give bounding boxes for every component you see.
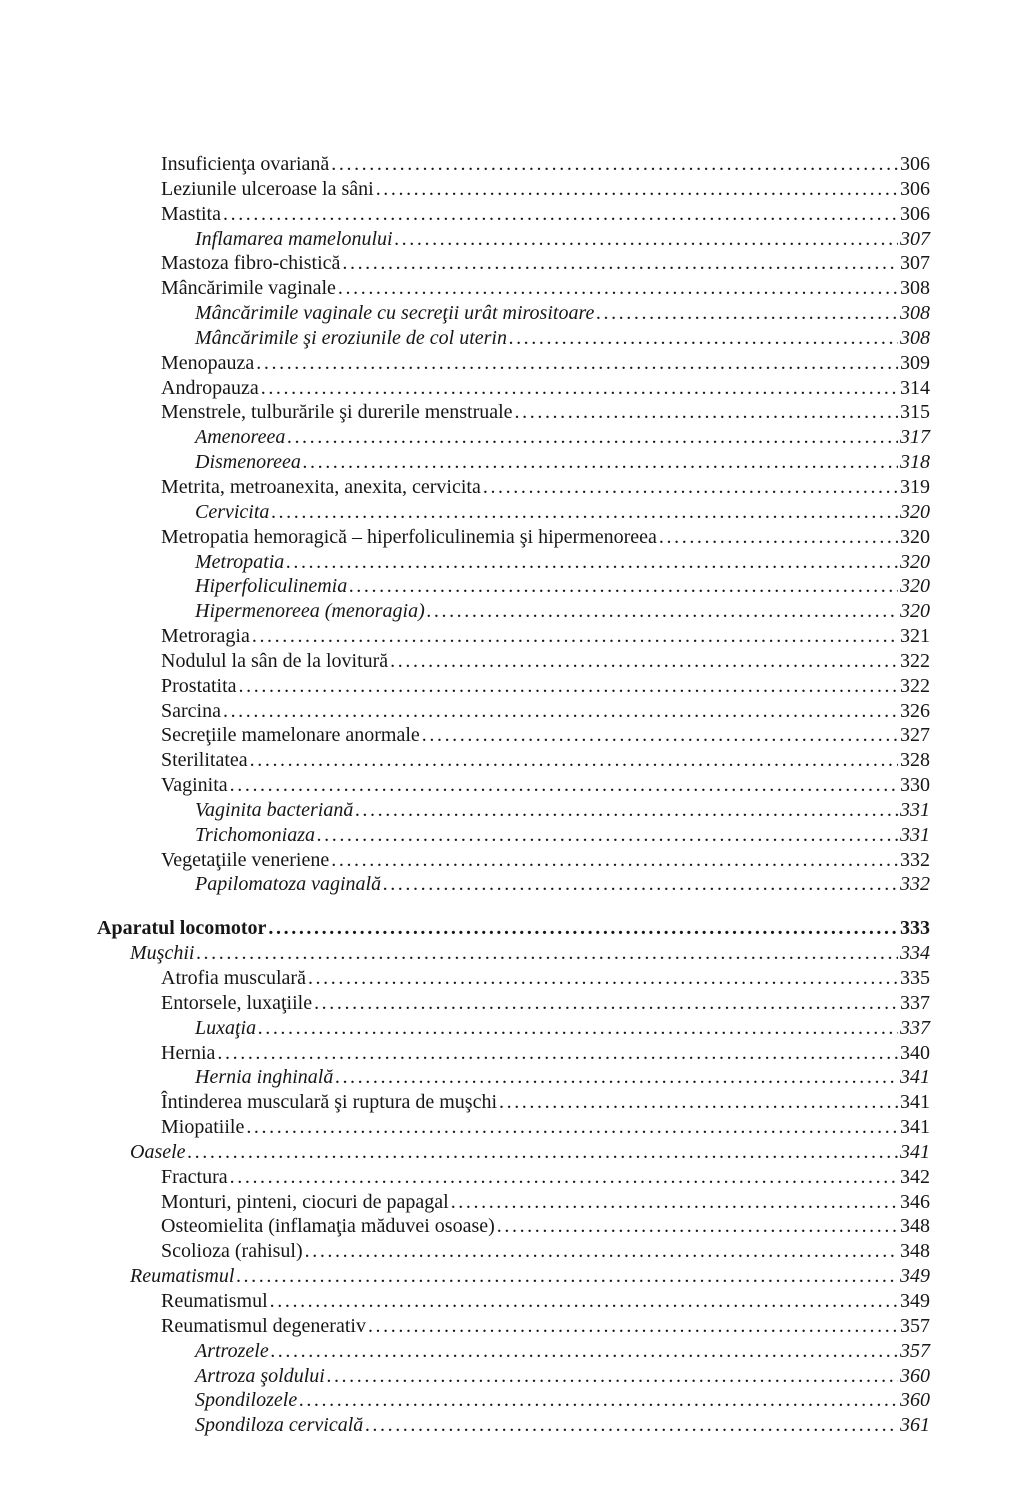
toc-row <box>97 326 930 351</box>
toc-row <box>97 848 930 873</box>
toc-entry-page: 334 <box>900 942 930 965</box>
toc-row <box>97 872 930 897</box>
toc-entry-label: Menstrele, tulburările şi durerile menstruale <box>161 401 513 424</box>
toc-row <box>97 550 930 575</box>
dot-leader <box>287 425 898 450</box>
dot-leader <box>509 326 898 351</box>
dot-leader <box>659 525 898 550</box>
toc-entry-label: Metrita, metroanexita, anexita, cervicita <box>161 475 481 498</box>
toc-entry-page: 315 <box>900 401 930 424</box>
toc-entry-page: 340 <box>900 1041 930 1064</box>
toc-row <box>97 227 930 252</box>
dot-leader <box>250 748 898 773</box>
toc-row <box>97 1388 930 1413</box>
toc-row <box>97 1214 930 1239</box>
toc-row <box>97 748 930 773</box>
toc-row <box>97 624 930 649</box>
dot-leader <box>256 351 898 376</box>
toc-entry-page: 319 <box>900 475 930 498</box>
toc-entry-label: Oasele <box>130 1140 186 1163</box>
toc-entry-page: 322 <box>900 674 930 697</box>
toc-entry-page: 331 <box>900 823 930 846</box>
dot-leader <box>308 966 898 991</box>
toc-row <box>97 1314 930 1339</box>
toc-row <box>97 798 930 823</box>
toc-entry-page: 341 <box>900 1116 930 1139</box>
toc-entry-label: Vaginita bacteriană <box>195 798 354 821</box>
toc-row <box>97 599 930 624</box>
toc-entry-page: 307 <box>900 252 930 275</box>
dot-leader <box>390 649 898 674</box>
toc-entry-page: 333 <box>900 917 930 940</box>
toc-row <box>97 674 930 699</box>
toc-entry-label: Vegetaţiile veneriene <box>161 848 330 871</box>
dot-leader <box>223 202 898 227</box>
toc-entry-label: Inflamarea mamelonului <box>195 227 393 250</box>
toc-entry-label: Andropauza <box>161 376 259 399</box>
toc-entry-page: 342 <box>900 1165 930 1188</box>
toc-entry-page: 320 <box>900 550 930 573</box>
dot-leader <box>515 400 898 425</box>
toc-row <box>97 1065 930 1090</box>
toc-entry-label: Reumatismul <box>130 1265 235 1288</box>
toc-entry-page: 309 <box>900 351 930 374</box>
toc-row <box>97 400 930 425</box>
toc-entry-page: 335 <box>900 967 930 989</box>
toc-entry-page: 317 <box>900 426 930 449</box>
toc-row <box>97 941 930 966</box>
toc-entry-label: Spondiloza cervicală <box>195 1414 364 1437</box>
toc-entry-page: 348 <box>900 1215 930 1238</box>
dot-leader <box>355 798 898 823</box>
dot-leader <box>483 475 898 500</box>
toc-entry-page: 341 <box>900 1140 930 1163</box>
dot-leader <box>299 1388 898 1413</box>
toc-entry-page: 337 <box>900 1016 930 1039</box>
toc-entry-label: Mâncărimile vaginale <box>161 277 336 300</box>
toc-entry-page: 308 <box>900 277 930 300</box>
toc-entry-page: 321 <box>900 625 930 648</box>
dot-leader <box>252 624 898 649</box>
toc-entry-label: Fractura <box>161 1165 228 1188</box>
toc-entry-label: Metroragia <box>161 625 250 648</box>
toc-entry-page: 331 <box>900 798 930 821</box>
dot-leader <box>230 773 898 798</box>
toc-entry-page: 337 <box>900 991 930 1014</box>
toc-entry-page: 314 <box>900 376 930 399</box>
dot-leader <box>327 1364 898 1389</box>
toc-entry-label: Luxaţia <box>195 1016 257 1039</box>
toc-entry-label: Spondilozele <box>195 1389 298 1412</box>
toc-entry-label: Sterilitatea <box>161 749 248 772</box>
dot-leader <box>239 674 898 699</box>
toc-entry-label: Artroza şoldului <box>195 1364 325 1387</box>
toc-entry-page: 306 <box>900 202 930 225</box>
toc-row <box>97 450 930 475</box>
toc-row <box>97 152 930 177</box>
toc-entry-page: 306 <box>900 177 930 200</box>
toc-list <box>97 152 930 1438</box>
toc-entry-label: Mâncărimile vaginale cu secreţii urât mirositoare <box>195 302 595 325</box>
dot-leader <box>286 550 898 575</box>
dot-leader <box>230 1165 898 1190</box>
dot-leader <box>395 227 898 252</box>
toc-entry-page: 349 <box>900 1289 930 1312</box>
toc-entry-label: Metropatia <box>195 550 285 573</box>
toc-entry-label: Sarcina <box>161 699 221 722</box>
toc-row <box>97 991 930 1016</box>
dot-leader <box>223 699 898 724</box>
dot-leader <box>376 177 898 202</box>
toc-entry-label: Întinderea musculară şi ruptura de muşchi <box>161 1091 497 1114</box>
toc-entry-label: Cervicita <box>195 500 270 523</box>
toc-entry-label: Osteomielita (inflamaţia măduvei osoase) <box>161 1215 495 1238</box>
toc-entry-page: 361 <box>900 1414 930 1437</box>
toc-row <box>97 823 930 848</box>
toc-row <box>97 1165 930 1190</box>
dot-leader <box>188 1140 898 1165</box>
toc-row <box>97 1364 930 1389</box>
toc-entry-page: 349 <box>900 1265 930 1288</box>
dot-leader <box>596 301 898 326</box>
toc-entry-label: Hernia inghinală <box>195 1066 334 1089</box>
toc-row <box>97 1289 930 1314</box>
toc-row <box>97 1190 930 1215</box>
toc-entry-label: Muşchii <box>130 942 195 965</box>
toc-entry-page: 341 <box>900 1091 930 1114</box>
dot-leader <box>338 276 898 301</box>
toc-entry-label: Reumatismul degenerativ <box>161 1314 366 1337</box>
toc-entry-page: 320 <box>900 575 930 598</box>
toc-row <box>97 966 930 991</box>
toc-row <box>97 723 930 748</box>
dot-leader <box>422 723 898 748</box>
toc-entry-label: Miopatiile <box>161 1116 245 1139</box>
toc-entry-label: Monturi, pinteni, ciocuri de papagal <box>161 1190 449 1213</box>
toc-entry-page: 360 <box>900 1389 930 1412</box>
toc-row <box>97 1239 930 1264</box>
toc-row <box>97 475 930 500</box>
toc-entry-label: Metropatia hemoragică – hiperfoliculinemia şi hipermenoreea <box>161 525 657 548</box>
toc-entry-label: Papilomatoza vaginală <box>195 873 382 896</box>
toc-entry-label: Amenoreea <box>195 426 286 449</box>
dot-leader <box>236 1264 898 1289</box>
dot-leader <box>497 1214 898 1239</box>
toc-entry-label: Prostatita <box>161 674 237 697</box>
toc-entry-page: 330 <box>900 774 930 797</box>
toc-entry-label: Mastita <box>161 202 221 225</box>
toc-row <box>97 177 930 202</box>
toc-entry-page: 307 <box>900 227 930 250</box>
toc-entry-label: Hiperfoliculinemia <box>195 575 348 598</box>
dot-leader <box>314 991 898 1016</box>
dot-leader <box>349 574 898 599</box>
dot-leader <box>305 1239 898 1264</box>
dot-leader <box>342 251 898 276</box>
toc-entry-label: Vaginita <box>161 774 228 797</box>
toc-row <box>97 699 930 724</box>
toc-entry-page: 346 <box>900 1190 930 1213</box>
toc-row <box>97 1413 930 1438</box>
dot-leader <box>331 152 898 177</box>
toc-entry-label: Artrozele <box>195 1339 269 1362</box>
toc-entry-label: Entorsele, luxaţiile <box>161 991 313 1014</box>
dot-leader <box>261 376 898 401</box>
toc-entry-label: Hernia <box>161 1041 216 1064</box>
toc-entry-label: Trichomoniaza <box>195 823 316 846</box>
toc-entry-label: Dismenoreea <box>195 451 301 474</box>
toc-row <box>97 773 930 798</box>
toc-row <box>97 376 930 401</box>
dot-leader <box>499 1090 898 1115</box>
toc-row <box>97 1090 930 1115</box>
toc-entry-page: 308 <box>900 302 930 325</box>
toc-entry-label: Leziunile ulceroase la sâni <box>161 177 374 200</box>
toc-entry-page: 320 <box>900 525 930 548</box>
dot-leader <box>451 1190 898 1215</box>
toc-row <box>97 1339 930 1364</box>
dot-leader <box>217 1041 898 1066</box>
toc-entry-label: Atrofia musculară <box>161 967 306 989</box>
toc-entry-label: Mastoza fibro-chistică <box>161 252 341 275</box>
toc-entry-page: 328 <box>900 749 930 772</box>
toc-row <box>97 649 930 674</box>
toc-row <box>97 251 930 276</box>
toc-entry-page: 322 <box>900 649 930 672</box>
dot-leader <box>196 941 898 966</box>
toc-row <box>97 1041 930 1066</box>
toc-row <box>97 1016 930 1041</box>
toc-entry-page: 360 <box>900 1364 930 1387</box>
toc-entry-page: 348 <box>900 1240 930 1263</box>
toc-row <box>97 500 930 525</box>
toc-row <box>97 525 930 550</box>
toc-entry-page: 306 <box>900 153 930 175</box>
toc-row <box>97 1115 930 1140</box>
toc-entry-label: Nodulul la sân de la lovitură <box>161 649 389 672</box>
dot-leader <box>317 823 898 848</box>
toc-entry-label: Insuficienţa ovariană <box>161 153 330 175</box>
toc-entry-page: 357 <box>900 1314 930 1337</box>
toc-entry-page: 332 <box>900 873 930 896</box>
toc-row <box>97 351 930 376</box>
toc-row <box>97 202 930 227</box>
toc-row <box>97 276 930 301</box>
toc-entry-label: Aparatul locomotor <box>97 917 267 940</box>
dot-leader <box>271 1339 898 1364</box>
toc-row <box>97 574 930 599</box>
dot-leader <box>335 1065 898 1090</box>
dot-leader <box>270 1289 898 1314</box>
toc-entry-page: 341 <box>900 1066 930 1089</box>
toc-row <box>97 1264 930 1289</box>
toc-row <box>97 1140 930 1165</box>
dot-leader <box>246 1115 898 1140</box>
dot-leader <box>258 1016 898 1041</box>
toc-entry-page: 320 <box>900 600 930 623</box>
toc-entry-page: 327 <box>900 724 930 747</box>
toc-entry-label: Menopauza <box>161 351 255 374</box>
dot-leader <box>383 872 898 897</box>
toc-row <box>97 425 930 450</box>
dot-leader <box>268 916 898 941</box>
toc-entry-page: 332 <box>900 848 930 871</box>
dot-leader <box>271 500 898 525</box>
toc-entry-label: Mâncărimile şi eroziunile de col uterin <box>195 326 507 349</box>
toc-row <box>97 916 930 941</box>
toc-row <box>97 301 930 326</box>
toc-entry-page: 357 <box>900 1339 930 1362</box>
toc-entry-label: Reumatismul <box>161 1289 268 1312</box>
dot-leader <box>368 1314 898 1339</box>
dot-leader <box>365 1413 898 1438</box>
dot-leader <box>427 599 898 624</box>
dot-leader <box>331 848 898 873</box>
toc-entry-label: Scolioza (rahisul) <box>161 1240 303 1263</box>
toc-entry-page: 320 <box>900 500 930 523</box>
toc-entry-page: 326 <box>900 699 930 722</box>
toc-entry-label: Secreţiile mamelonare anormale <box>161 724 420 747</box>
dot-leader <box>303 450 898 475</box>
toc-entry-label: Hipermenoreea (menoragia) <box>195 600 425 623</box>
toc-entry-page: 308 <box>900 326 930 349</box>
toc-entry-page: 318 <box>900 451 930 474</box>
